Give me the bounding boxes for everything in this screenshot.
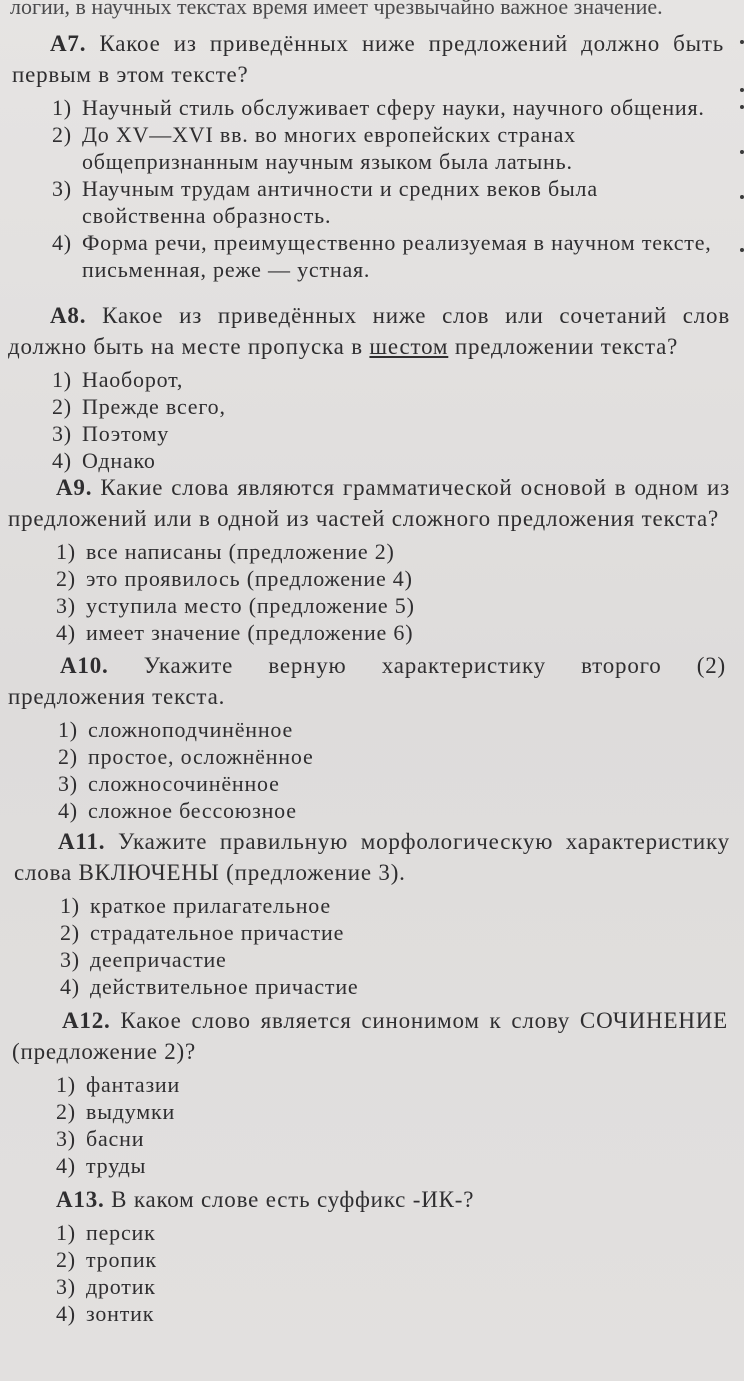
option-number: 3) xyxy=(56,1126,76,1151)
question-number: A7. xyxy=(50,31,87,56)
option-number: 2) xyxy=(58,744,78,769)
question-number: A10. xyxy=(60,653,109,678)
question-number: A12. xyxy=(62,1008,111,1033)
question-stem: Какие слова являются грамматической основой в одном из предложений или в одной из частей сложного предложения текста? xyxy=(8,475,730,531)
option-1 xyxy=(52,94,724,121)
question-text xyxy=(0,826,744,888)
question-stem: Какое из приведённых ниже слов или сочетаний слов должно быть на месте пропуска в xyxy=(8,303,730,359)
option-number: 4) xyxy=(60,974,80,999)
option-4 xyxy=(56,1152,744,1179)
option-text: сложноподчинённое xyxy=(88,717,294,742)
option-3 xyxy=(52,420,744,447)
options-list xyxy=(0,892,744,1000)
question-number: A9. xyxy=(56,475,93,500)
option-number: 2) xyxy=(60,920,80,945)
option-4 xyxy=(58,797,744,824)
option-text: тропик xyxy=(86,1247,157,1272)
option-text: деепричастие xyxy=(90,947,227,972)
option-number: 1) xyxy=(52,95,72,120)
question-stem: В каком слове есть суффикс -ИК-? xyxy=(111,1187,475,1212)
option-1 xyxy=(56,538,744,565)
question-a7 xyxy=(0,28,744,283)
option-1 xyxy=(56,1219,744,1246)
option-number: 3) xyxy=(56,593,76,618)
option-text: все написаны (предложение 2) xyxy=(86,539,395,564)
option-1 xyxy=(58,716,744,743)
option-text: сложносочинённое xyxy=(88,771,280,796)
question-text xyxy=(0,1184,744,1215)
option-4 xyxy=(52,447,744,474)
option-3 xyxy=(56,592,744,619)
option-3 xyxy=(52,175,724,229)
question-stem: Укажите верную характеристику второго (2) предложения текста. xyxy=(8,653,726,709)
options-list xyxy=(0,94,744,283)
binding-dot xyxy=(740,88,744,92)
option-text: Форма речи, преимущественно реализуемая в научном тексте, письменная, реже — устная. xyxy=(82,230,712,282)
option-number: 2) xyxy=(52,394,72,419)
option-text: До XV—XVI вв. во многих европейских странах общепризнанным научным языком была латынь. xyxy=(82,122,576,174)
option-number: 1) xyxy=(58,717,78,742)
option-2 xyxy=(56,565,744,592)
option-number: 1) xyxy=(56,1072,76,1097)
question-text xyxy=(0,1005,744,1067)
option-number: 1) xyxy=(52,367,72,392)
option-number: 2) xyxy=(52,122,72,147)
option-number: 3) xyxy=(60,947,80,972)
option-text: Однако xyxy=(82,448,156,473)
option-number: 1) xyxy=(56,539,76,564)
option-1 xyxy=(56,1071,744,1098)
binding-dot xyxy=(740,150,744,154)
option-text: страдательное причастие xyxy=(90,920,345,945)
question-a13 xyxy=(0,1184,744,1327)
option-2 xyxy=(60,919,744,946)
option-number: 2) xyxy=(56,1099,76,1124)
option-number: 2) xyxy=(56,566,76,591)
option-text: басни xyxy=(86,1126,145,1151)
question-text xyxy=(0,650,744,712)
option-number: 4) xyxy=(52,230,72,255)
option-number: 3) xyxy=(52,421,72,446)
option-2 xyxy=(52,393,744,420)
option-text: труды xyxy=(86,1153,147,1178)
underlined-word: шестом xyxy=(369,334,449,359)
option-3 xyxy=(56,1273,744,1300)
question-number: A11. xyxy=(58,829,106,854)
option-4 xyxy=(60,973,744,1000)
question-stem: Укажите правильную морфологическую характеристику слова ВКЛЮЧЕНЫ (предложение 3). xyxy=(14,829,730,885)
question-stem-end: предложении текста? xyxy=(448,334,679,359)
option-number: 3) xyxy=(52,176,72,201)
option-number: 4) xyxy=(56,1153,76,1178)
question-number: A8. xyxy=(50,303,87,328)
binding-dot xyxy=(740,40,744,44)
question-number: A13. xyxy=(56,1187,105,1212)
question-a11 xyxy=(0,826,744,1000)
option-text: персик xyxy=(86,1220,156,1245)
option-text: зонтик xyxy=(86,1301,155,1326)
question-a12 xyxy=(0,1005,744,1179)
option-4 xyxy=(52,229,724,283)
question-stem: Какое слово является синонимом к слову СОЧИНЕНИЕ (предложение 2)? xyxy=(12,1008,728,1064)
option-number: 2) xyxy=(56,1247,76,1272)
option-text: простое, осложнённое xyxy=(88,744,314,769)
option-number: 4) xyxy=(56,620,76,645)
option-number: 1) xyxy=(56,1220,76,1245)
option-2 xyxy=(56,1246,744,1273)
option-number: 3) xyxy=(56,1274,76,1299)
option-number: 4) xyxy=(52,448,72,473)
option-4 xyxy=(56,619,744,646)
option-text: Прежде всего, xyxy=(82,394,226,419)
option-text: уступила место (предложение 5) xyxy=(86,593,415,618)
option-2 xyxy=(56,1098,744,1125)
option-text: Поэтому xyxy=(82,421,170,446)
question-a8 xyxy=(0,300,744,474)
option-text: Научный стиль обслуживает сферу науки, научного общения. xyxy=(82,95,705,120)
question-text xyxy=(0,472,744,534)
question-a10 xyxy=(0,650,744,824)
option-text: это проявилось (предложение 4) xyxy=(86,566,413,591)
options-list xyxy=(0,1219,744,1327)
option-3 xyxy=(60,946,744,973)
options-list xyxy=(0,1071,744,1179)
option-text: Наоборот, xyxy=(82,367,184,392)
option-text: краткое прилагательное xyxy=(90,893,331,918)
options-list xyxy=(0,366,744,474)
option-3 xyxy=(56,1125,744,1152)
option-text: действительное причастие xyxy=(90,974,359,999)
question-stem: Какое из приведённых ниже предложений должно быть первым в этом тексте? xyxy=(12,31,724,87)
options-list xyxy=(0,538,744,646)
question-text xyxy=(0,300,744,362)
binding-dot xyxy=(740,105,744,109)
option-text: сложное бессоюзное xyxy=(88,798,297,823)
option-number: 3) xyxy=(58,771,78,796)
option-text: дротик xyxy=(86,1274,156,1299)
option-number: 4) xyxy=(56,1301,76,1326)
binding-dot xyxy=(740,195,744,199)
option-text: фантазии xyxy=(86,1072,181,1097)
option-text: выдумки xyxy=(86,1099,176,1124)
option-number: 4) xyxy=(58,798,78,823)
option-4 xyxy=(56,1300,744,1327)
top-fragment: логии, в научных текстах время имеет чрезвычайно важное значение. xyxy=(10,0,663,19)
option-1 xyxy=(52,366,744,393)
option-3 xyxy=(58,770,744,797)
option-1 xyxy=(60,892,744,919)
option-2 xyxy=(58,743,744,770)
option-text: Научным трудам античности и средних веков была свойственна образность. xyxy=(82,176,598,228)
question-text xyxy=(0,28,744,90)
option-2 xyxy=(52,121,724,175)
option-text: имеет значение (предложение 6) xyxy=(86,620,414,645)
binding-dot xyxy=(740,248,744,252)
option-number: 1) xyxy=(60,893,80,918)
options-list xyxy=(0,716,744,824)
question-a9 xyxy=(0,472,744,646)
